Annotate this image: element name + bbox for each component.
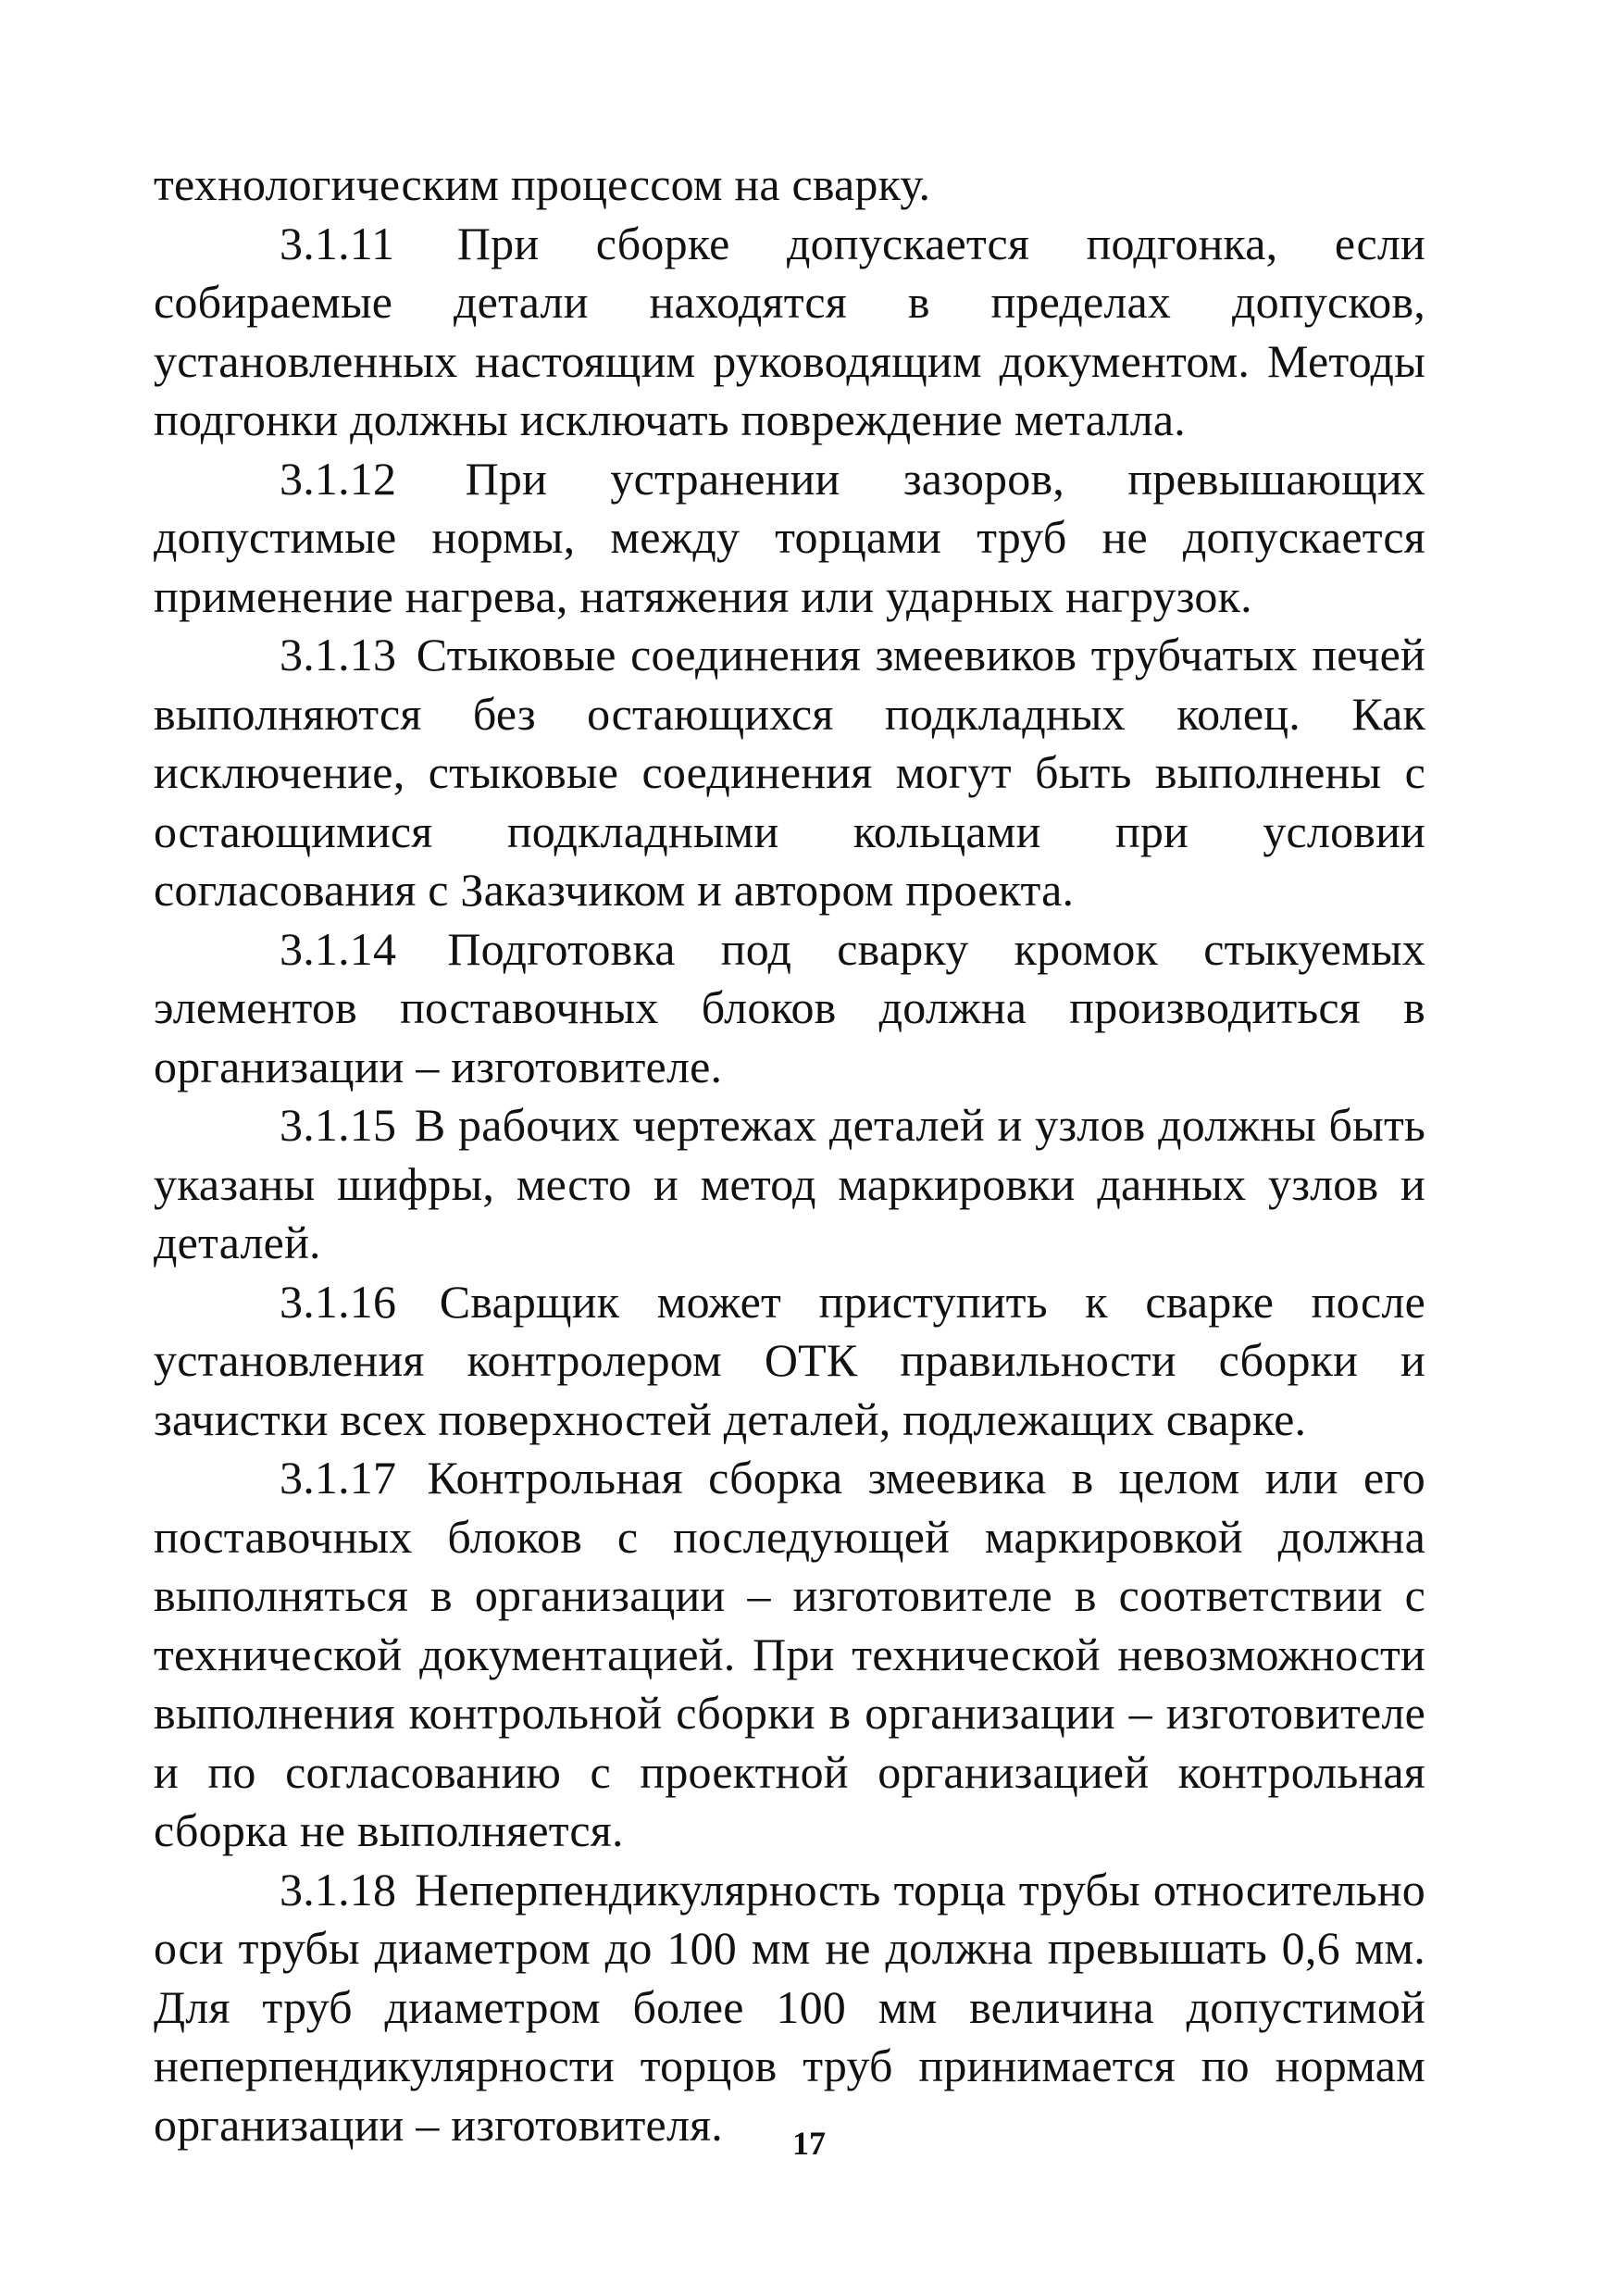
paragraph-text: Стыковые соединения змеевиков трубчатых печей выполняются без остающихся подкладных колец. Как исключение, стыковые соединения могут быть выполнены с остающимися подкладными кольцами при условии согласования с Заказчиком и автором проекта. [154, 629, 1425, 916]
paragraph-number: 3.1.15 [280, 1099, 397, 1151]
intro-paragraph: технологическим процессом на сварку. [154, 158, 931, 210]
paragraph-text: При сборке допускается подгонка, если собираемые детали находятся в пределах допусков, установленных настоящим руководящим документом. Методы подгонки должны исключать повреждение металла. [154, 217, 1425, 445]
paragraph-number: 3.1.12 [280, 452, 397, 505]
paragraph-text: В рабочих чертежах деталей и узлов должны быть указаны шифры, место и метод маркировки данных узлов и деталей. [154, 1099, 1426, 1268]
paragraph-text: Неперпендикулярность торца трубы относительно оси трубы диаметром до 100 мм не должна превышать 0,6 мм. Для труб диаметром более 100 мм величина допустимой неперпендикулярности торцов труб принимается по нормам организации – изготовителя. [154, 1863, 1426, 2151]
paragraph-3-1-16 [154, 1273, 1425, 1450]
paragraph-3-1-14 [154, 920, 1425, 1097]
paragraph-3-1-13 [154, 626, 1425, 920]
paragraph-3-1-17 [154, 1449, 1425, 1861]
paragraph-3-1-18 [154, 1861, 1425, 2155]
paragraph-text: Контрольная сборка змеевика в целом или его поставочных блоков с последующей маркировкой должна выполняться в организации – изготовителе в соответствии с технической документацией. При технической невозможности выполнения контрольной сборки в организации – изготовителе и по согласованию с проектной организацией контрольная сборка не выполняется. [154, 1452, 1425, 1856]
paragraph-text: Подготовка под сварку кромок стыкуемых элементов поставочных блоков должна производиться в организации – изготовителе. [154, 922, 1425, 1092]
paragraph-number: 3.1.16 [280, 1275, 397, 1328]
paragraph-3-1-11 [154, 215, 1425, 450]
paragraph-text: При устранении зазоров, превышающих допустимые нормы, между торцами труб не допускается применение нагрева, натяжения или ударных нагрузок. [154, 452, 1425, 622]
paragraph-3-1-12 [154, 450, 1425, 627]
paragraph-number: 3.1.18 [280, 1863, 397, 1915]
paragraph-number: 3.1.11 [280, 217, 395, 269]
paragraph-3-1-15 [154, 1096, 1425, 1273]
paragraph-number: 3.1.14 [280, 922, 397, 975]
paragraph-text: Сварщик может приступить к сварке после установления контролером ОТК правильности сборки и зачистки всех поверхностей деталей, подлежащих сварке. [154, 1275, 1425, 1445]
document-page [154, 156, 1425, 2154]
paragraph-number: 3.1.17 [280, 1452, 397, 1504]
page-number: 17 [792, 2125, 826, 2162]
paragraph-number: 3.1.13 [280, 629, 397, 680]
